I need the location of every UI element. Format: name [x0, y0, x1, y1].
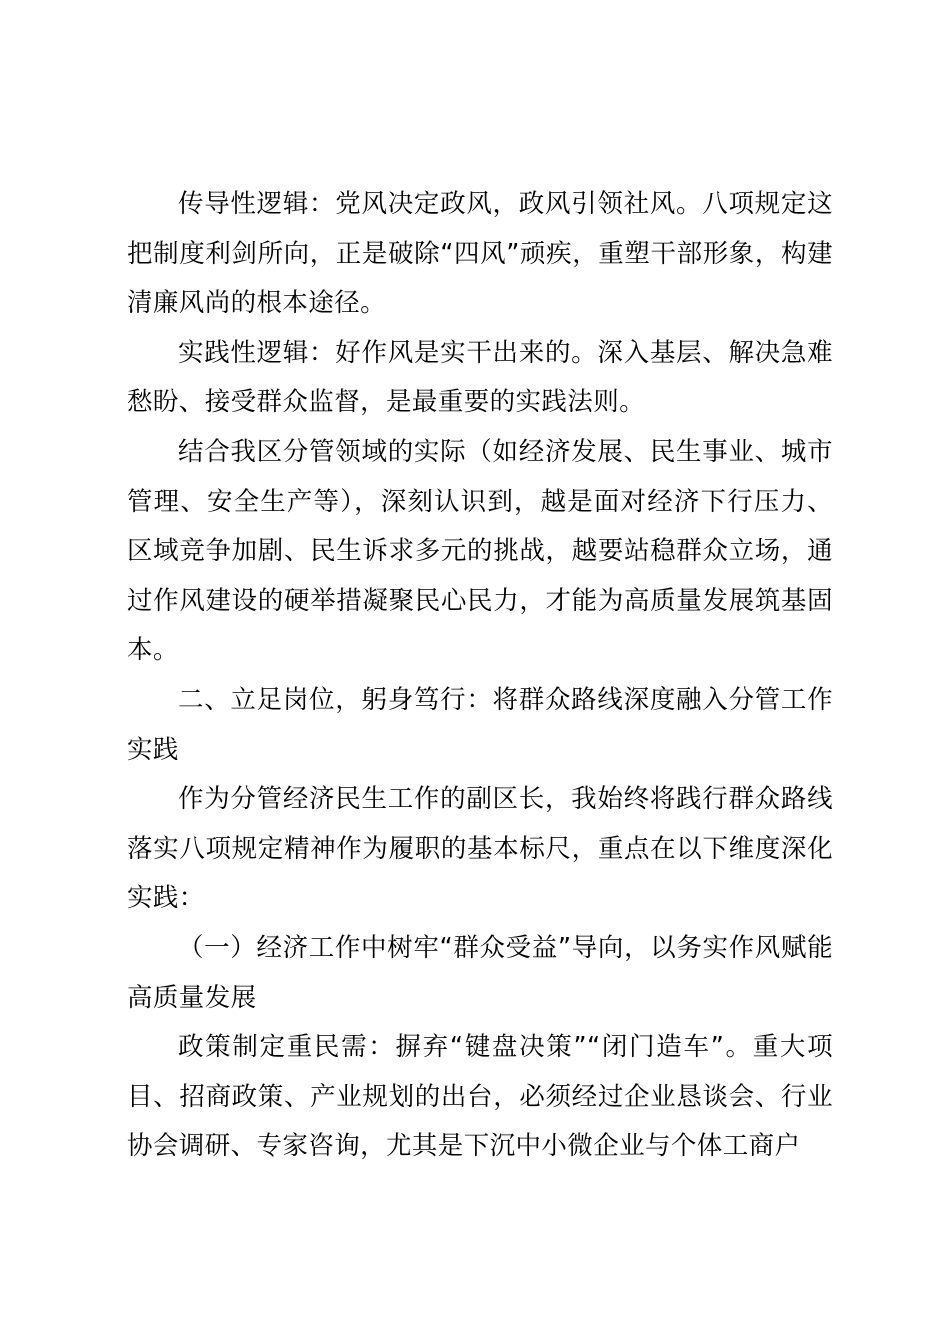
subsection-heading-one: （一）经济工作中树牢“群众受益”导向，以务实作风赋能高质量发展: [127, 932, 833, 1013]
section-heading-two: 二、立足岗位，躬身笃行：将群众路线深度融入分管工作实践: [127, 684, 833, 765]
document-body: [127, 180, 833, 1172]
paragraph-transmission-logic: 传导性逻辑：党风决定政风，政风引领社风。八项规定这把制度利剑所向，正是破除“四风”顽疾，重塑干部形象，构建清廉风尚的根本途径。: [127, 189, 833, 319]
paragraph-district-context: 结合我区分管领域的实际（如经济发展、民生事业、城市管理、安全生产等），深刻认识到，越是面对经济下行压力、区域竞争加剧、民生诉求多元的挑战，越要站稳群众立场，通过作风建设的硬举措凝聚民心民力，才能为高质量发展筑基固本。: [127, 436, 833, 666]
paragraph-role-intro: 作为分管经济民生工作的副区长，我始终将践行群众路线落实八项规定精神作为履职的基本标尺，重点在以下维度深化实践：: [127, 784, 833, 914]
paragraph-policy-making: 政策制定重民需：摒弃“键盘决策”“闭门造车”。重大项目、招商政策、产业规划的出台，必须经过企业恳谈会、行业协会调研、专家咨询，尤其是下沉中小微企业与个体工商户: [127, 1032, 833, 1162]
paragraph-practice-logic: 实践性逻辑：好作风是实干出来的。深入基层、解决急难愁盼、接受群众监督，是最重要的实践法则。: [127, 337, 833, 418]
